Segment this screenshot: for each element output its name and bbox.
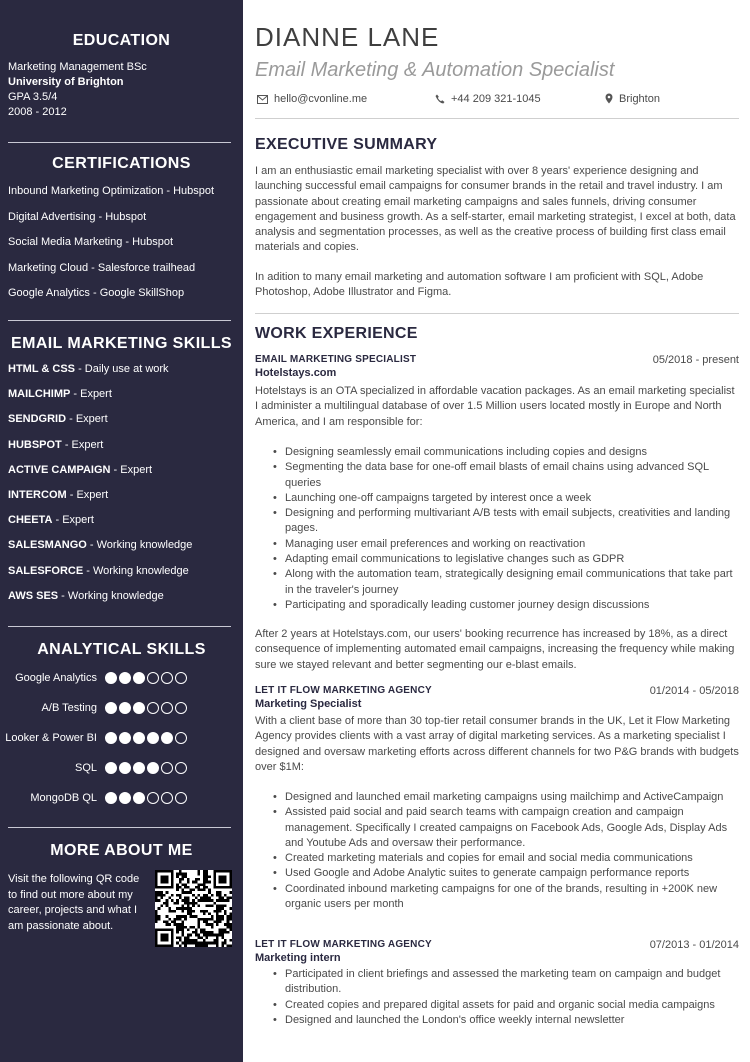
divider xyxy=(8,626,231,627)
divider xyxy=(255,313,739,314)
email-skill-item xyxy=(0,387,243,412)
skill-level: - Working knowledge xyxy=(86,539,193,552)
job-position: EMAIL MARKETING SPECIALIST xyxy=(255,354,417,365)
rating-dot-filled xyxy=(119,702,131,714)
skill-rating xyxy=(105,792,187,804)
analytical-skill-row xyxy=(0,671,243,701)
skill-rating xyxy=(105,702,187,714)
job-position: Marketing Specialist xyxy=(255,698,362,710)
analytical-skill-row xyxy=(0,791,243,821)
rating-dot-empty xyxy=(161,792,173,804)
job-bullets xyxy=(273,790,739,912)
job-header xyxy=(255,938,739,952)
candidate-title: Email Marketing & Automation Specialist xyxy=(255,59,615,81)
job-bullet: • Assisted paid social and paid search teams with campaign creation and campaign management. Specifically I created campaigns on Facebook Ads, Google Ads, Display Ads and Youtube Ads and oversaw their performance. xyxy=(273,805,739,851)
rating-dot-empty xyxy=(161,672,173,684)
summary-paragraph: In adition to many email marketing and automation software I am proficient with SQL, Adobe Photoshop, Adobe Illustrator and Figma. xyxy=(255,271,704,299)
job-header xyxy=(255,684,739,698)
rating-dot-empty xyxy=(161,702,173,714)
skill-name: SALESMANGO xyxy=(8,539,87,552)
location-pin-icon xyxy=(605,93,613,104)
rating-dot-filled xyxy=(133,702,145,714)
analytical-skills-section xyxy=(0,641,243,821)
analytical-skill-row xyxy=(0,731,243,761)
rating-dot-empty xyxy=(161,762,173,774)
rating-dot-filled xyxy=(105,702,117,714)
job-bullet: • Along with the automation team, strategically designing email communications that take part in the traveler's journey xyxy=(273,567,739,598)
job-bullet: • Segmenting the data base for one-off email blasts of email chains using advanced SQL queries xyxy=(273,460,739,491)
more-about-text: Visit the following QR code to find out more about my career, projects and what I am passionate about. xyxy=(8,873,140,932)
divider xyxy=(255,118,739,119)
skill-name: SALESFORCE xyxy=(8,564,84,577)
skill-level: - Working knowledge xyxy=(58,589,164,602)
rating-dot-filled xyxy=(147,762,159,774)
rating-dot-filled xyxy=(133,762,145,774)
analytical-skill-name: Looker & Power BI xyxy=(5,732,97,744)
job-bullets xyxy=(273,967,739,1028)
contact-location xyxy=(605,92,660,106)
job-bullets xyxy=(273,445,739,613)
email-skill-item xyxy=(0,538,243,563)
certifications-section xyxy=(0,155,243,312)
skill-name: MAILCHIMP xyxy=(8,388,71,401)
rating-dot-filled xyxy=(119,792,131,804)
skill-level: - Expert xyxy=(70,388,112,401)
certification-item: Inbound Marketing Optimization - Hubspot xyxy=(8,185,215,197)
summary-paragraph: I am an enthusiastic email marketing specialist with over 8 years' experience designing and launching successful email campaigns for consumer brands in the retail and travel industry. I am passionate about creating email marketing campaigns and sales funnels, driving consumer engagement and business growth. As a self-starter, email marketing strategist, I excel at both, data analysis and segmentation processes, as well as the creative process of building first class email materials and copies. xyxy=(255,165,736,254)
job-company: LET IT FLOW MARKETING AGENCY xyxy=(255,939,432,950)
job-bullet: • Participating and sporadically leading customer journey design discussions xyxy=(273,598,739,613)
rating-dot-empty xyxy=(147,792,159,804)
more-about-heading: MORE ABOUT ME xyxy=(50,842,193,859)
education-gpa: GPA 3.5/4 xyxy=(8,91,58,103)
analytical-skills-list xyxy=(0,671,243,821)
email-skill-item xyxy=(0,488,243,513)
skill-name: AWS SES xyxy=(8,589,59,602)
job-position: Marketing intern xyxy=(255,952,341,964)
job-bullet: • Designed and launched email marketing campaigns using mailchimp and ActiveCampaign xyxy=(273,790,739,805)
email-skill-item xyxy=(0,362,243,387)
skill-level: - Expert xyxy=(52,514,94,527)
skill-level: - Expert xyxy=(61,438,104,451)
work-heading: WORK EXPERIENCE xyxy=(255,325,418,342)
email-skill-item xyxy=(0,564,243,589)
more-about-section xyxy=(0,842,243,860)
skill-level: - Expert xyxy=(66,488,109,501)
job-bullet: • Coordinated inbound marketing campaigns for one of the brands, resulting in +200K new organic users per month xyxy=(273,882,739,913)
email-skill-item xyxy=(0,513,243,538)
education-degree: Marketing Management BSc xyxy=(8,61,147,73)
job-bullet: • Designed and launched the London's office weekly internal newsletter xyxy=(273,1013,739,1028)
email-skill-item xyxy=(0,589,243,614)
skill-rating xyxy=(105,732,187,744)
job-bullet: • Designing seamlessly email communications including copies and designs xyxy=(273,445,739,460)
phone-icon xyxy=(435,94,445,104)
analytical-skill-name: MongoDB QL xyxy=(30,792,97,804)
job-date: 07/2013 - 01/2014 xyxy=(649,939,739,951)
rating-dot-filled xyxy=(105,792,117,804)
skill-level: - Daily use at work xyxy=(75,363,169,375)
job-description: Hotelstays is an OTA specialized in affordable vacation packages. As an email marketing specialist I administer a multilingual database of over 1.5 Million users located mostly in Europe and North America, and I am responsible for: xyxy=(255,385,735,428)
certification-item: Google Analytics - Google SkillShop xyxy=(8,287,185,299)
job-company: Hotelstays.com xyxy=(255,367,337,379)
education-heading: EDUCATION xyxy=(72,32,171,49)
rating-dot-empty xyxy=(147,672,159,684)
rating-dot-filled xyxy=(105,672,117,684)
job-bullet: • Used Google and Adobe Analytic suites to generate campaign performance reports xyxy=(273,866,739,881)
email-skill-item xyxy=(0,412,243,437)
rating-dot-filled xyxy=(105,732,117,744)
job-bullet: • Managing user email preferences and working on reactivation xyxy=(273,537,739,552)
rating-dot-filled xyxy=(105,762,117,774)
skill-rating xyxy=(105,762,187,774)
summary-heading: EXECUTIVE SUMMARY xyxy=(255,136,438,153)
skill-name: HUBSPOT xyxy=(8,438,62,451)
analytical-skill-name: Google Analytics xyxy=(15,672,97,684)
rating-dot-empty xyxy=(175,762,187,774)
email-icon xyxy=(257,95,268,104)
education-section xyxy=(0,32,243,120)
rating-dot-filled xyxy=(133,732,145,744)
job-company: LET IT FLOW MARKETING AGENCY xyxy=(255,685,432,696)
email-text: hello@cvonline.me xyxy=(274,93,368,105)
job-date: 01/2014 - 05/2018 xyxy=(649,685,739,697)
rating-dot-filled xyxy=(161,732,173,744)
analytical-skill-name: SQL xyxy=(74,762,97,774)
job-bullet: • Created marketing materials and copies for email and social media communications xyxy=(273,851,739,866)
rating-dot-filled xyxy=(133,792,145,804)
rating-dot-empty xyxy=(175,702,187,714)
sidebar xyxy=(0,0,243,1062)
skill-level: - Working knowledge xyxy=(83,564,189,577)
skill-name: CHEETA xyxy=(8,514,53,527)
job-bullet: • Created copies and prepared digital assets for paid and organic social media campaigns xyxy=(273,998,739,1013)
contact-email[interactable] xyxy=(257,92,367,106)
education-university: University of Brighton xyxy=(8,76,124,88)
skill-name: ACTIVE CAMPAIGN xyxy=(8,463,111,476)
certification-item: Social Media Marketing - Hubspot xyxy=(8,236,174,248)
analytical-skill-row xyxy=(0,761,243,791)
analytical-skill-row xyxy=(0,701,243,731)
rating-dot-filled xyxy=(119,762,131,774)
rating-dot-empty xyxy=(175,672,187,684)
rating-dot-empty xyxy=(175,732,187,744)
divider xyxy=(8,827,231,828)
skill-level: - Expert xyxy=(110,463,153,476)
job-bullet: • Adapting email communications to legislative changes such as GDPR xyxy=(273,552,739,567)
skill-name: SENDGRID xyxy=(8,413,67,426)
certifications-heading: CERTIFICATIONS xyxy=(52,155,191,172)
job-date: 05/2018 - present xyxy=(652,354,739,366)
rating-dot-filled xyxy=(147,732,159,744)
email-skills-heading: EMAIL MARKETING SKILLS xyxy=(11,335,232,352)
analytical-skills-heading: ANALYTICAL SKILLS xyxy=(37,641,206,658)
job-outcome: After 2 years at Hotelstays.com, our users' booking recurrence has increased by 18%, as a direct consequence of implementing automated email campaigns, increasing the frequency while making sure we stayed relevant and better segmenting our e-blast emails. xyxy=(255,628,735,671)
rating-dot-filled xyxy=(133,672,145,684)
analytical-skill-name: A/B Testing xyxy=(41,702,97,714)
job-header xyxy=(255,353,739,367)
candidate-name: DIANNE LANE xyxy=(255,22,440,52)
job-bullet: • Launching one-off campaigns targeted by interest once a week xyxy=(273,491,739,506)
contact-phone[interactable] xyxy=(435,92,541,106)
phone-text: +44 209 321-1045 xyxy=(451,93,541,105)
divider xyxy=(8,320,231,321)
location-text: Brighton xyxy=(619,93,660,105)
job-description: With a client base of more than 30 top-tier retail consumer brands in the UK, Let it Flow Marketing Agency provides clients with a vast array of digital marketing services. As a marketing specialist I designed and oversaw marketing efforts across different channels for two P&G brands with budgets over $1M: xyxy=(255,715,739,773)
email-skill-item xyxy=(0,438,243,463)
email-skills-section xyxy=(0,335,243,614)
rating-dot-empty xyxy=(147,702,159,714)
rating-dot-filled xyxy=(119,672,131,684)
skill-name: HTML & CSS xyxy=(8,363,76,375)
divider xyxy=(8,142,231,143)
email-skill-item xyxy=(0,463,243,488)
skill-name: INTERCOM xyxy=(8,488,67,501)
education-years: 2008 - 2012 xyxy=(8,106,67,118)
certification-item: Marketing Cloud - Salesforce trailhead xyxy=(8,261,196,274)
job-bullet: • Designing and performing multivariant A/B tests with email subjects, creativities and landing pages. xyxy=(273,506,739,537)
rating-dot-filled xyxy=(119,732,131,744)
qr-code[interactable] xyxy=(155,870,232,947)
job-bullet: • Participated in client briefings and assessed the marketing team on campaign and budget distribution. xyxy=(273,967,739,998)
skill-level: - Expert xyxy=(66,413,108,426)
rating-dot-empty xyxy=(175,792,187,804)
certification-item: Digital Advertising - Hubspot xyxy=(8,210,147,223)
skill-rating xyxy=(105,672,187,684)
